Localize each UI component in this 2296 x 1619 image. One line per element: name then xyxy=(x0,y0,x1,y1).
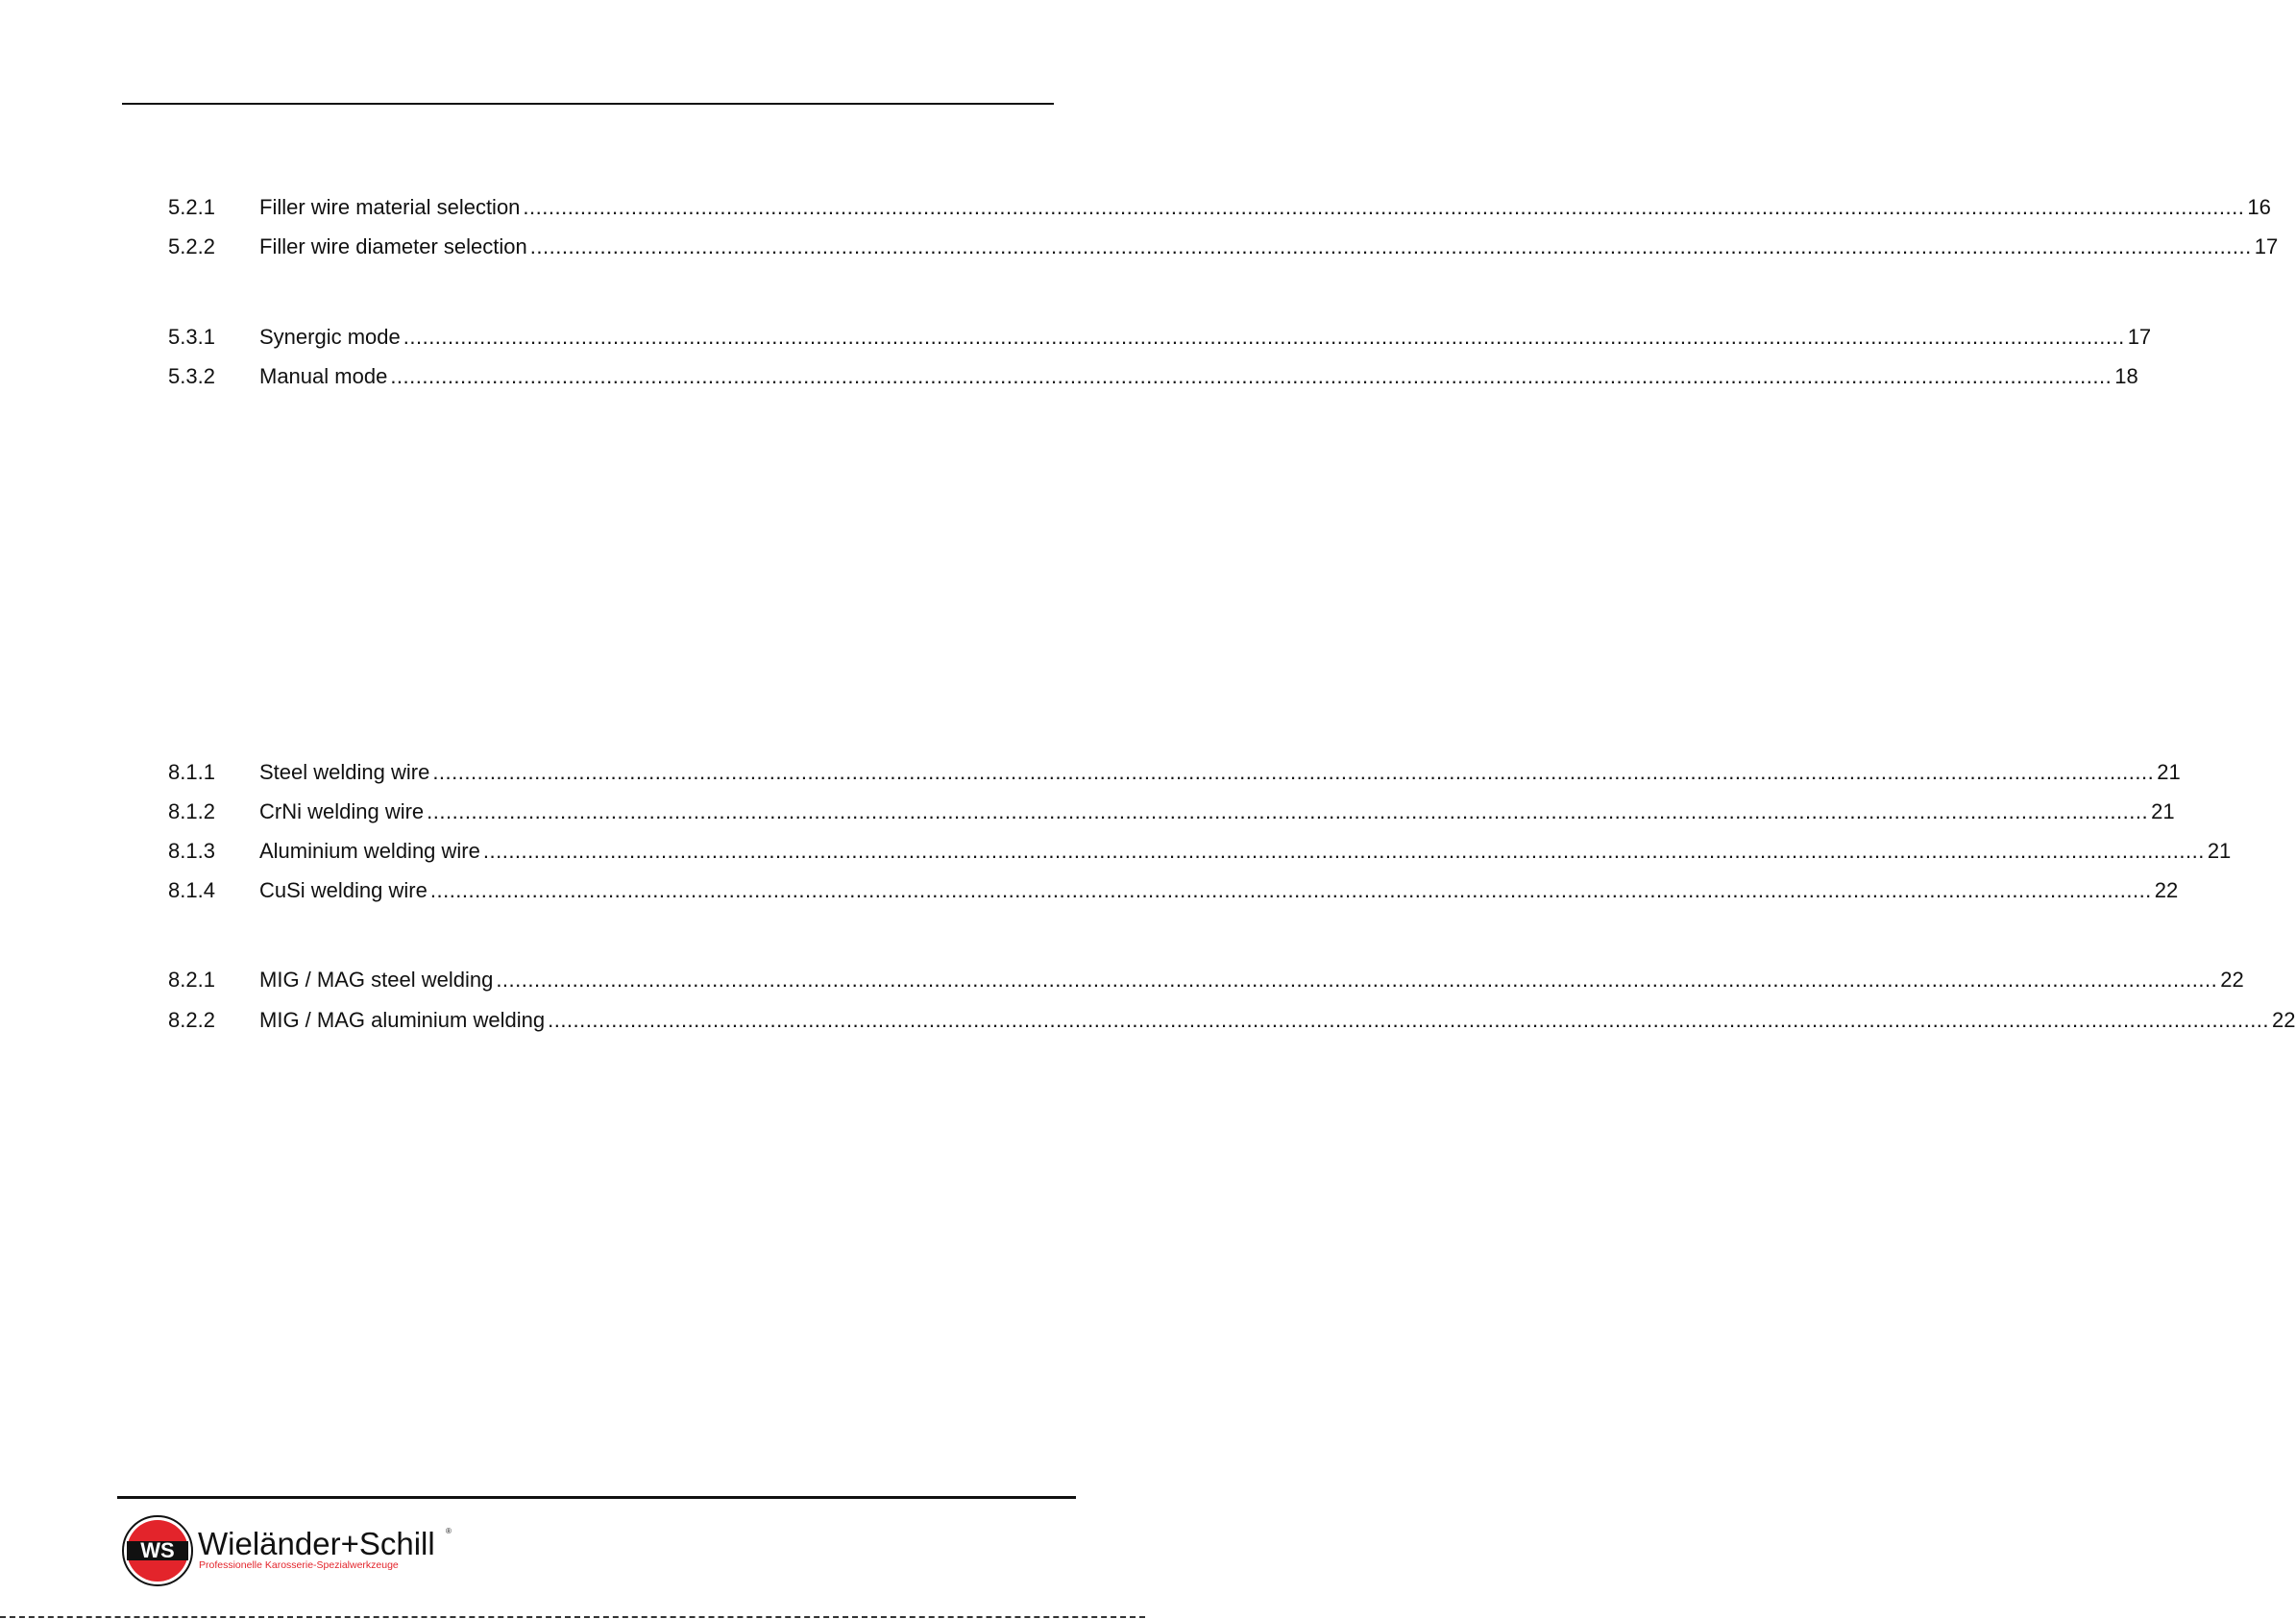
toc-entry-page: 21 xyxy=(2157,760,2181,784)
toc-leader-dots: ............................................................................................................................................................................................................................................................................... xyxy=(548,1008,2270,1032)
toc-entry[interactable] xyxy=(168,1005,2296,1036)
toc-entry-title: Filler wire diameter selection xyxy=(259,234,527,258)
toc-entry-number: 5.2.1 xyxy=(168,195,215,219)
toc-entry-number: 8.1.3 xyxy=(168,839,215,863)
toc-entry-number: 8.2.1 xyxy=(168,968,215,992)
toc-entry-page: 16 xyxy=(2247,195,2271,219)
logo-graphic xyxy=(121,1512,505,1589)
toc-entry[interactable] xyxy=(168,797,2175,827)
toc-entry-title: MIG / MAG aluminium welding xyxy=(259,1008,546,1032)
toc-entry-page: 22 xyxy=(2220,968,2244,992)
logo-tagline: Professionelle Karosserie-Spezialwerkzeuge xyxy=(199,1559,399,1571)
logo-registered-mark: ® xyxy=(446,1527,452,1535)
toc-entry-page: 21 xyxy=(2151,799,2175,823)
toc-entry-number: 8.1.1 xyxy=(168,760,215,784)
toc-leader-dots: ............................................................................................................................................................................................................................................................................... xyxy=(496,968,2218,992)
toc-entry[interactable] xyxy=(168,361,2138,392)
toc-entry-number: 5.2.2 xyxy=(168,234,215,258)
toc-entry-title: MIG / MAG steel welding xyxy=(259,968,494,992)
toc-leader-dots: ............................................................................................................................................................................................................................................................................... xyxy=(432,760,2155,784)
toc-leader-dots: ............................................................................................................................................................................................................................................................................... xyxy=(390,364,2113,388)
toc-entry-number: 5.3.2 xyxy=(168,364,215,388)
toc-leader-dots: ............................................................................................................................................................................................................................................................................... xyxy=(529,234,2252,258)
toc-entry-number: 5.3.1 xyxy=(168,325,215,349)
header-rule xyxy=(122,103,1054,105)
toc-entry-number: 8.1.4 xyxy=(168,878,215,902)
toc-entry[interactable] xyxy=(168,192,2271,223)
toc-entry-title: Aluminium welding wire xyxy=(259,839,480,863)
toc-entry[interactable] xyxy=(168,875,2179,906)
toc-entry-title: Synergic mode xyxy=(259,325,401,349)
toc-entry-page: 21 xyxy=(2207,839,2232,863)
toc-entry-page: 17 xyxy=(2254,234,2279,258)
toc-entry-number: 8.1.2 xyxy=(168,799,215,823)
toc-entry-title: Manual mode xyxy=(259,364,388,388)
toc-entry-page: 22 xyxy=(2272,1008,2296,1032)
toc-entry-page: 17 xyxy=(2127,325,2152,349)
toc-entry-page: 18 xyxy=(2114,364,2138,388)
company-logo xyxy=(121,1512,505,1589)
logo-brand-name: Wieländer+Schill xyxy=(198,1526,435,1561)
toc-entry-title: CrNi welding wire xyxy=(259,799,425,823)
toc-leader-dots: ............................................................................................................................................................................................................................................................................... xyxy=(482,839,2205,863)
page-edge-mark xyxy=(0,1616,1145,1618)
toc-entry[interactable] xyxy=(168,836,2232,867)
toc-leader-dots: ............................................................................................................................................................................................................................................................................... xyxy=(523,195,2245,219)
footer-rule xyxy=(117,1496,1076,1499)
toc-entry[interactable] xyxy=(168,322,2152,353)
toc-leader-dots: ............................................................................................................................................................................................................................................................................... xyxy=(429,878,2152,902)
toc-entry-title: CuSi welding wire xyxy=(259,878,427,902)
toc-entry[interactable] xyxy=(168,232,2279,262)
toc-entry[interactable] xyxy=(168,757,2181,788)
toc-entry-page: 22 xyxy=(2154,878,2179,902)
toc-entry-title: Filler wire material selection xyxy=(259,195,521,219)
toc-entry-number: 8.2.2 xyxy=(168,1008,215,1032)
logo-badge-text: WS xyxy=(140,1538,175,1562)
toc-leader-dots: ............................................................................................................................................................................................................................................................................... xyxy=(403,325,2125,349)
toc-entry-title: Steel welding wire xyxy=(259,760,430,784)
toc-leader-dots: ............................................................................................................................................................................................................................................................................... xyxy=(427,799,2149,823)
toc-entry[interactable] xyxy=(168,965,2244,995)
